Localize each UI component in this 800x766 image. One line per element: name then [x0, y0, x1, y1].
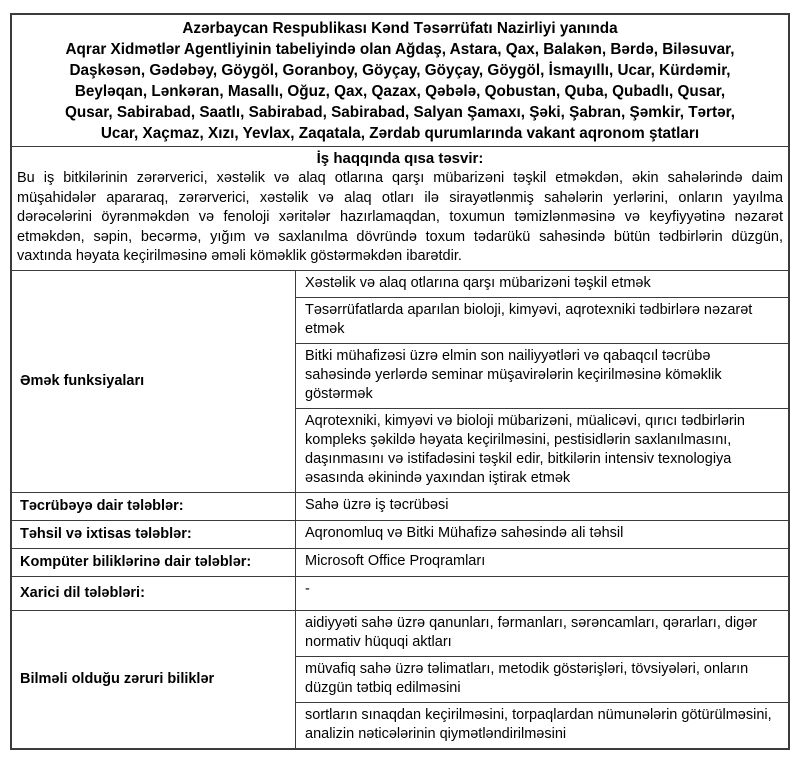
- row-label: Təcrübəyə dair tələblər:: [12, 493, 296, 520]
- table-row-education-requirements: [12, 520, 788, 548]
- row-label: Kompüter biliklərinə dair tələblər:: [12, 549, 296, 576]
- row-values: [296, 521, 788, 548]
- table-row-computer-skills: [12, 548, 788, 576]
- table-row-required-knowledge: [12, 610, 788, 748]
- row-value: Bitki mühafizəsi üzrə elmin son nailiyyətləri və qabaqcıl təcrübə sahəsində yerlərdə seminar müşavirələrin keçirilməsinə köməklik göstərmək: [296, 343, 788, 408]
- row-value: müvafiq sahə üzrə təlimatları, metodik göstərişləri, tövsiyələri, onların düzgün tətbiq edilməsini: [296, 656, 788, 702]
- header-line: Beyləqan, Lənkəran, Masallı, Oğuz, Qax, Qazax, Qəbələ, Qobustan, Quba, Qubadlı, Qusar,: [74, 83, 726, 100]
- header-line: Ucar, Xaçmaz, Xızı, Yevlax, Zaqatala, Zərdab qurumlarında vakant aqronom ştatları: [100, 125, 700, 142]
- row-value: Sahə üzrə iş təcrübəsi: [305, 496, 449, 513]
- table-row-foreign-language: [12, 576, 788, 610]
- row-value: aidiyyəti sahə üzrə qanunları, fərmanları, sərəncamları, qərarları, digər normativ hüquqi aktları: [305, 614, 758, 650]
- row-label: Xarici dil tələbləri:: [12, 577, 296, 610]
- job-description-table: [10, 13, 790, 750]
- row-label: Bilməli olduğu zəruri biliklər: [12, 611, 296, 748]
- job-summary-text: Bu iş bitkilərinin zərərverici, xəstəlik və alaq otlarına qarşı mübarizəni təşkil etməkdən, əkin sahələrində daim müşahidələr apararaq, zərərverici, xəstəlik və alaq otları ilə sirayətlənmiş sahələrin yerlərini, onların yayılma dərəcələrini öyrənməkdən və fenoloji xəritələr hazırlamaqdan, toxumun təmizlənməsinə və keyfiyyətinə nəzarət etməkdən, səpin, becərmə, yığım və saxlanılma dövründə toxum tədarükü sahəsində bütün tədbirlərin düzgün, vaxtında həyata keçirilməsinə əməli köməklik göstərməkdən ibarətdir.: [17, 170, 783, 264]
- row-values: [296, 577, 788, 610]
- table-row-experience-requirements: [12, 492, 788, 520]
- row-label: Əmək funksiyaları: [12, 271, 296, 492]
- row-value: Xəstəlik və alaq otlarına qarşı mübarizəni təşkil etmək: [305, 274, 651, 291]
- document-header: [12, 15, 788, 146]
- row-values: [296, 549, 788, 576]
- row-value: Microsoft Office Proqramları: [305, 552, 486, 569]
- row-value: sortların sınaqdan keçirilməsini, torpaqlardan nümunələrin götürülməsini, analizin nəticələrinin qiymətləndirilməsini: [296, 702, 788, 748]
- row-values: [296, 493, 788, 520]
- header-line: Azərbaycan Respublikası Kənd Təsərrüfatı Nazirliyi yanında: [182, 20, 618, 37]
- header-line: Daşkəsən, Gədəbəy, Göygöl, Goranboy, Göyçay, Göyçay, Göygöl, İsmayıllı, Ucar, Kürdəmir,: [69, 62, 731, 79]
- job-summary-title: İş haqqında qısa təsvir:: [316, 150, 484, 167]
- header-line: Qusar, Sabirabad, Saatlı, Sabirabad, Sabirabad, Salyan Şamaxı, Şəki, Şabran, Şəmkir, Tərtər,: [65, 104, 735, 121]
- row-value: Aqronomluq və Bitki Mühafizə sahəsində ali təhsil: [305, 524, 624, 541]
- header-line: Aqrar Xidmətlər Agentliyinin tabeliyində olan Ağdaş, Astara, Qax, Balakən, Bərdə, Biləsuvar,: [65, 41, 735, 58]
- row-value: -: [305, 580, 310, 597]
- row-values: [296, 611, 788, 748]
- row-value: Aqrotexniki, kimyəvi və bioloji mübarizəni, müalicəvi, qırıcı tədbirlərin kompleks şəkildə həyata keçirilməsini, pestisidlərin saxlanılmasını, daşınmasını və istifadəsini təşkil edir, bitkilərin intensiv texnologiya əsasında əkinində yaxından iştirak etmək: [296, 408, 788, 492]
- row-label: Təhsil və ixtisas tələblər:: [12, 521, 296, 548]
- job-summary-section: [12, 146, 788, 270]
- table-row-work-functions: [12, 270, 788, 492]
- row-values: [296, 271, 788, 492]
- row-value: Təsərrüfatlarda aparılan bioloji, kimyəvi, aqrotexniki tədbirlərə nəzarət etmək: [296, 297, 788, 343]
